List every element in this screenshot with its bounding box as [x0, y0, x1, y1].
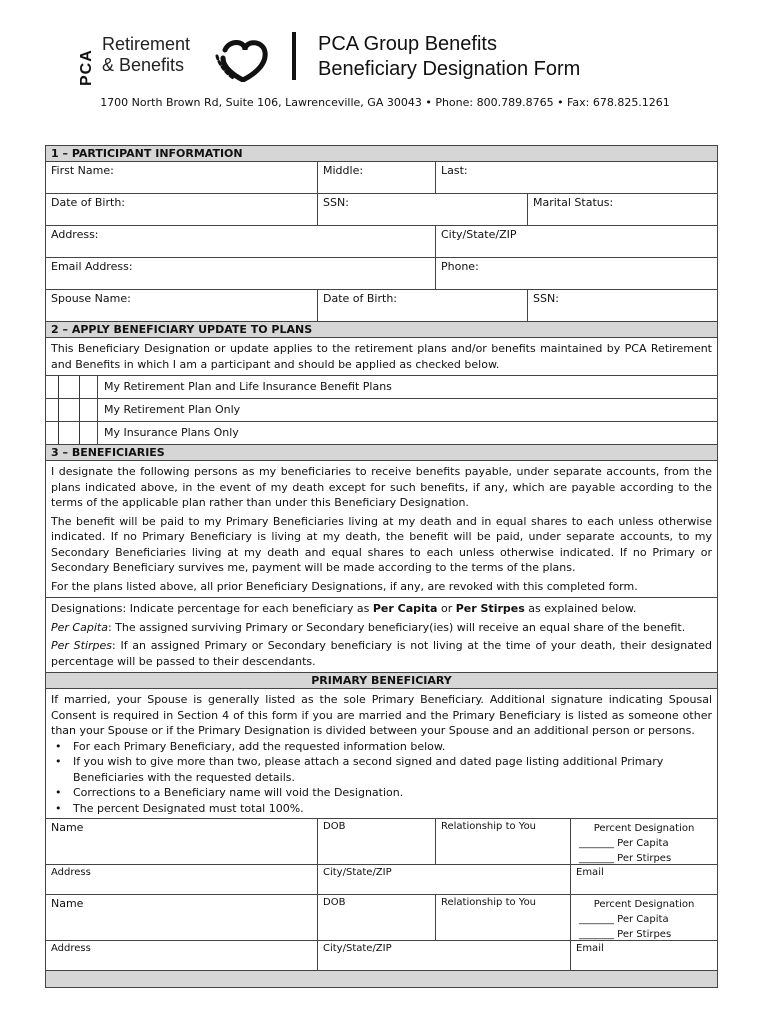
primary-2-percent-field[interactable] — [571, 895, 717, 940]
primary-2-name-field[interactable]: Name — [46, 895, 318, 940]
primary-1-city-field[interactable]: City/State/ZIP — [318, 865, 571, 894]
beneficiary-statement-3: For the plans listed above, all prior Beneficiary Designations, if any, are revoked with this completed form. — [51, 579, 638, 593]
title-line-2: Beneficiary Designation Form — [318, 58, 581, 80]
list-item: • If you wish to give more than two, please attach a second signed and dated page listing additional Primary Beneficiaries with the requested details. — [51, 754, 712, 785]
plan-option-1-checkbox[interactable] — [46, 376, 98, 398]
participant-address-row — [46, 226, 717, 258]
first-name-field[interactable]: First Name: — [46, 162, 318, 193]
plan-option-3-label: My Insurance Plans Only — [104, 426, 239, 439]
primary-2-dob-field[interactable]: DOB — [318, 895, 436, 940]
primary-1-email-field[interactable]: Email — [576, 867, 604, 878]
list-item: • The percent Designated must total 100%. — [51, 801, 712, 817]
section-2-heading: 2 – APPLY BENEFICIARY UPDATE TO PLANS — [46, 322, 717, 338]
beneficiary-statement-2: The benefit will be paid to my Primary Beneficiaries living at my death and in equal shares to each unless otherwise indicated. If no Primary Beneficiary is living at my death, the benefit will be paid, under separate accounts, to my Secondary Beneficiaries living at my death and equal shares to each unless otherwise indicated. If no Primary or Secondary Beneficiary survives me, payment will be made according to the terms of the plans. — [51, 514, 712, 574]
address-field[interactable]: Address: — [46, 226, 436, 257]
spouse-ssn-field[interactable]: SSN: — [533, 292, 559, 305]
per-capita-blank[interactable]: _______ Per Capita — [579, 914, 669, 925]
title-line-1: PCA Group Benefits — [318, 33, 497, 55]
title-divider — [292, 32, 296, 80]
percent-label: Percent Designation — [593, 899, 695, 910]
primary-instructions-list — [46, 739, 717, 819]
logo-pca-mark — [78, 38, 94, 86]
primary-1-name-field[interactable]: Name — [46, 819, 318, 864]
per-capita-blank[interactable]: _______ Per Capita — [579, 838, 669, 849]
primary-1-percent-field[interactable] — [571, 819, 717, 864]
logo-wordmark — [102, 34, 190, 76]
plan-option-1 — [46, 376, 717, 399]
primary-1-row-b — [46, 865, 717, 895]
primary-2-relationship-field[interactable]: Relationship to You — [436, 895, 571, 940]
primary-beneficiary-heading: PRIMARY BENEFICIARY — [46, 673, 717, 689]
plan-option-1-label: My Retirement Plan and Life Insurance Benefit Plans — [104, 380, 392, 393]
primary-2-row-b — [46, 941, 717, 971]
plan-option-3 — [46, 422, 717, 445]
participant-email-row — [46, 258, 717, 290]
primary-1-dob-field[interactable]: DOB — [318, 819, 436, 864]
section-1-heading: 1 – PARTICIPANT INFORMATION — [46, 146, 717, 162]
section-2-intro — [46, 338, 717, 376]
participant-dob-row — [46, 194, 717, 226]
contact-address: 1700 North Brown Rd, Suite 106, Lawrenceville, GA 30043 • Phone: 800.789.8765 • Fax: 678.825.1261 — [100, 96, 670, 109]
section-2-intro-text: This Beneficiary Designation or update applies to the retirement plans and/or benefits maintained by PCA Retirement and Benefits in which I am a participant and should be applied as checked below. — [51, 342, 712, 371]
primary-1-row-a — [46, 819, 717, 865]
spouse-row — [46, 290, 717, 322]
list-item: • Corrections to a Beneficiary name will void the Designation. — [51, 785, 712, 801]
dob-field[interactable]: Date of Birth: — [46, 194, 318, 225]
form-footer-bar — [46, 971, 717, 987]
plan-option-2-checkbox[interactable] — [46, 399, 98, 421]
per-stirpes-blank[interactable]: _______ Per Stirpes — [579, 929, 672, 940]
section-3-heading: 3 – BENEFICIARIES — [46, 445, 717, 461]
primary-instructions — [46, 689, 717, 819]
form-header — [78, 30, 718, 86]
plan-option-2-label: My Retirement Plan Only — [104, 403, 241, 416]
participant-name-row — [46, 162, 717, 194]
percent-label: Percent Designation — [593, 823, 695, 834]
logo-line-1: Retirement — [102, 34, 191, 54]
beneficiary-statement-1: I designate the following persons as my beneficiaries to receive benefits payable, under separate accounts, from the plans indicated above, in the event of my death except for such benefits, if any, which are payable according to the terms of the applicable plan rather than under this Beneficiary Designation. — [51, 465, 712, 509]
per-stirpes-definition: Per Stirpes: If an assigned Primary or Secondary beneficiary is not living at the time of your death, their designated percentage will be passed to their descendants. — [51, 639, 712, 668]
spouse-dob-field[interactable]: Date of Birth: — [318, 290, 528, 321]
primary-2-row-a — [46, 895, 717, 941]
beneficiary-form — [45, 145, 718, 988]
ssn-field[interactable]: SSN: — [318, 194, 528, 225]
phone-field[interactable]: Phone: — [441, 260, 479, 273]
per-capita-definition: Per Capita: The assigned surviving Primary or Secondary beneficiary(ies) will receive an equal share of the benefit. — [51, 620, 686, 634]
primary-intro-text: If married, your Spouse is generally listed as the sole Primary Beneficiary. Additional signature indicating Spousal Consent is required in Section 4 of this form if you are married and the Primary Beneficiary is listed as someone other than your Spouse or if the Primary Designation is divided between your Spouse and an additional person or persons. — [51, 693, 712, 737]
primary-1-address-field[interactable]: Address — [46, 865, 318, 894]
form-title — [318, 32, 580, 82]
plan-option-2 — [46, 399, 717, 422]
section-3-statement — [46, 461, 717, 598]
list-item: • For each Primary Beneficiary, add the requested information below. — [51, 739, 712, 755]
middle-name-field[interactable]: Middle: — [318, 162, 436, 193]
primary-2-address-field[interactable]: Address — [46, 941, 318, 970]
designations-explainer — [46, 598, 717, 673]
per-stirpes-blank[interactable]: _______ Per Stirpes — [579, 853, 672, 864]
primary-2-city-field[interactable]: City/State/ZIP — [318, 941, 571, 970]
primary-1-relationship-field[interactable]: Relationship to You — [436, 819, 571, 864]
logo-pca-text: PCA — [78, 49, 95, 86]
heart-logo-icon — [215, 38, 271, 82]
city-state-zip-field[interactable]: City/State/ZIP — [441, 228, 517, 241]
primary-2-email-field[interactable]: Email — [576, 943, 604, 954]
marital-status-field[interactable]: Marital Status: — [533, 196, 614, 209]
plan-option-3-checkbox[interactable] — [46, 422, 98, 444]
logo-line-2: & Benefits — [102, 55, 185, 75]
last-name-field[interactable]: Last: — [441, 164, 468, 177]
designations-instruction: Designations: Indicate percentage for each beneficiary as Per Capita or Per Stirpes as explained below. — [51, 602, 637, 615]
spouse-name-field[interactable]: Spouse Name: — [46, 290, 318, 321]
email-field[interactable]: Email Address: — [46, 258, 436, 289]
